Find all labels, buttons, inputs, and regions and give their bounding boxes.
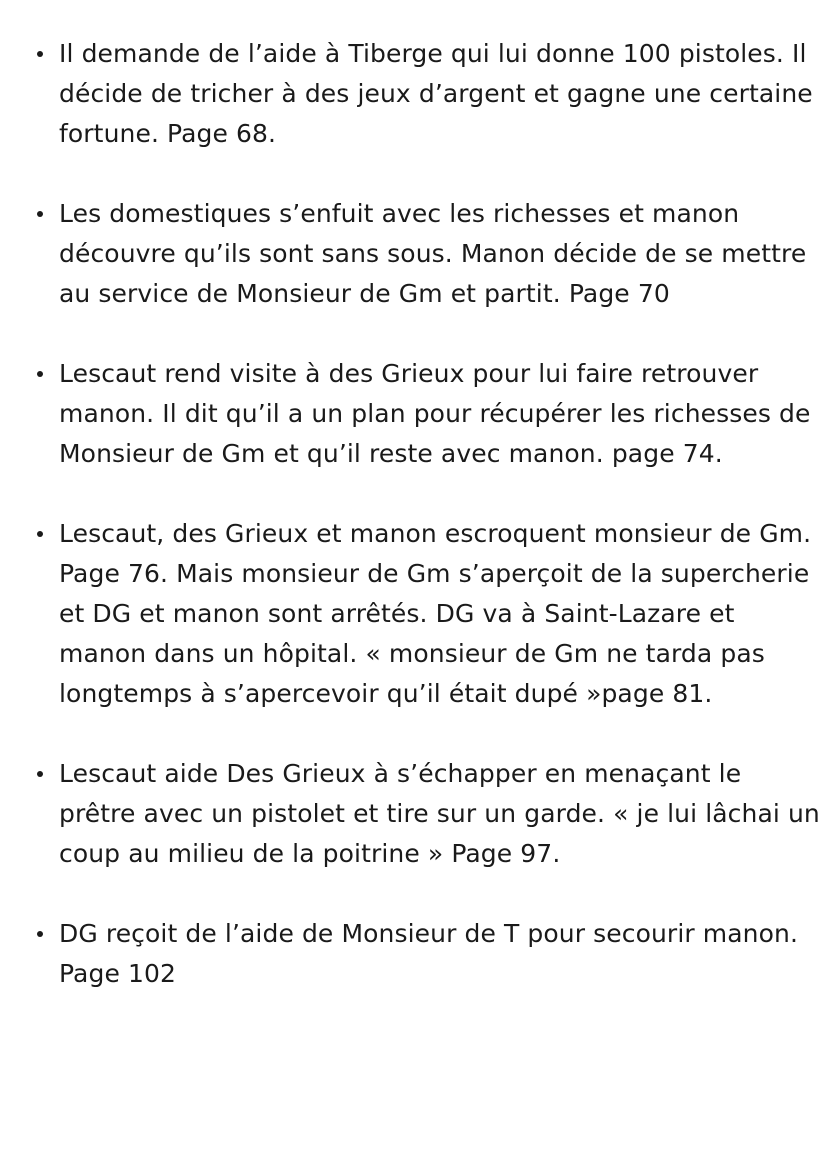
bullet-icon xyxy=(37,211,43,217)
bullet-icon xyxy=(37,51,43,57)
list-item xyxy=(0,754,828,874)
list-item xyxy=(0,34,828,154)
bullet-icon xyxy=(37,531,43,537)
list-item-text: Les domestiques s’enfuit avec les richesses et manon découvre qu’ils sont sans sous. Manon décide de se mettre au service de Monsieur de Gm et partit. Page 70 xyxy=(59,199,807,308)
list-item-text: DG reçoit de l’aide de Monsieur de T pour secourir manon. Page 102 xyxy=(59,919,798,988)
bullet-icon xyxy=(37,931,43,937)
list-item-text: Lescaut, des Grieux et manon escroquent monsieur de Gm. Page 76. Mais monsieur de Gm s’aperçoit de la supercherie et DG et manon sont arrêtés. DG va à Saint-Lazare et manon dans un hôpital. « monsieur de Gm ne tarda pas longtemps à s’apercevoir qu’il était dupé »page 81. xyxy=(59,519,812,708)
list-item xyxy=(0,354,828,474)
bullet-list xyxy=(0,34,828,1034)
bullet-icon xyxy=(37,371,43,377)
list-item xyxy=(0,194,828,314)
list-item xyxy=(0,914,828,994)
list-item-text: Lescaut aide Des Grieux à s’échapper en menaçant le prêtre avec un pistolet et tire sur un garde. « je lui lâchai un coup au milieu de la poitrine » Page 97. xyxy=(59,759,820,868)
list-item xyxy=(0,514,828,714)
list-item-text: Il demande de l’aide à Tiberge qui lui donne 100 pistoles. Il décide de tricher à des jeux d’argent et gagne une certaine fortune. Page 68. xyxy=(59,39,813,148)
list-item-text: Lescaut rend visite à des Grieux pour lui faire retrouver manon. Il dit qu’il a un plan pour récupérer les richesses de Monsieur de Gm et qu’il reste avec manon. page 74. xyxy=(59,359,811,468)
bullet-icon xyxy=(37,771,43,777)
